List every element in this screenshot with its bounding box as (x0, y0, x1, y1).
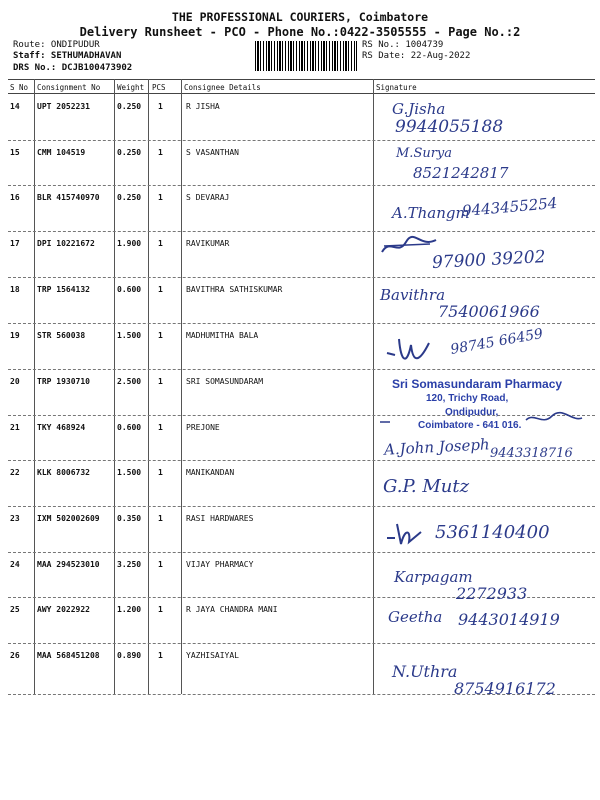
cell-consignment-no: TKY 468924 (37, 423, 86, 432)
signature-phone: 8754916172 (454, 679, 556, 698)
cell-weight: 0.600 (117, 285, 142, 294)
signature-name: M.Surya (396, 146, 453, 161)
cell-sno: 15 (10, 148, 20, 157)
signature-name: A.John Joseph (383, 435, 491, 459)
cell-weight: 1.900 (117, 239, 142, 248)
signature-phone: 7540061966 (438, 302, 540, 321)
cell-consignee: RASI HARDWARES (186, 514, 254, 523)
cell-consignee: PREJONE (186, 423, 220, 432)
staff-label: Staff: SETHUMADHAVAN (13, 51, 122, 61)
row-separator (8, 643, 595, 644)
signature-name: A.Thangm (392, 204, 470, 222)
cell-sno: 22 (10, 468, 20, 477)
signature-name: G.P. Mutz (383, 476, 470, 497)
cell-consignee: BAVITHRA SATHISKUMAR (186, 285, 283, 294)
signature-phone: 9443014919 (458, 610, 560, 629)
cell-consignment-no: KLK 8006732 (37, 468, 90, 477)
col-header-signature: Signature (376, 83, 417, 92)
table-top-border (8, 79, 595, 80)
cell-pcs: 1 (158, 468, 163, 477)
stamp-address: 120, Trichy Road, (426, 393, 509, 404)
cell-consignee: S VASANTHAN (186, 148, 239, 157)
cell-consignment-no: MAA 568451208 (37, 651, 100, 660)
cell-consignment-no: MAA 294523010 (37, 560, 100, 569)
cell-pcs: 1 (158, 651, 163, 660)
cell-consignee: RAVIKUMAR (186, 239, 230, 248)
cell-consignment-no: UPT 2052231 (37, 102, 90, 111)
column-divider (34, 79, 35, 694)
signature-phone: 8521242817 (413, 164, 509, 182)
cell-weight: 3.250 (117, 560, 142, 569)
cell-consignment-no: DPI 10221672 (37, 239, 95, 248)
row-separator (8, 140, 595, 141)
cell-pcs: 1 (158, 423, 163, 432)
cell-sno: 19 (10, 331, 20, 340)
runsheet-subtitle: Delivery Runsheet - PCO - Phone No.:0422-3505555 - Page No.:2 (79, 25, 521, 39)
cell-consignee: YAZHISAIYAL (186, 651, 239, 660)
signature-name: Bavithra (380, 286, 446, 304)
signature-name: N.Uthra (392, 662, 458, 681)
cell-weight: 0.250 (117, 102, 142, 111)
stamp-address: Coimbatore - 641 016. (418, 420, 522, 431)
cell-pcs: 1 (158, 285, 163, 294)
signature-phone: 98745 66459 (449, 326, 545, 358)
col-header-pcs: PCS (152, 83, 166, 92)
cell-sno: 24 (10, 560, 20, 569)
signature-name: G.Jisha (392, 100, 446, 118)
cell-sno: 17 (10, 239, 20, 248)
cell-consignee: S DEVARAJ (186, 193, 230, 202)
signature-phone: 9443455254 (461, 193, 559, 221)
cell-weight: 1.500 (117, 331, 142, 340)
row-separator (8, 185, 595, 186)
col-header-consignment: Consignment No (37, 83, 101, 92)
cell-sno: 21 (10, 423, 20, 432)
row-separator (8, 323, 595, 324)
column-divider (114, 79, 115, 694)
barcode (255, 41, 357, 71)
company-title: THE PROFESSIONAL COURIERS, Coimbatore (171, 10, 429, 24)
cell-sno: 20 (10, 377, 20, 386)
cell-consignment-no: BLR 415740970 (37, 193, 100, 202)
row-separator (8, 231, 595, 232)
cell-weight: 0.890 (117, 651, 142, 660)
route-label: Route: ONDIPUDUR (13, 40, 100, 50)
cell-consignment-no: TRP 1930710 (37, 377, 90, 386)
cell-pcs: 1 (158, 377, 163, 386)
cell-weight: 0.600 (117, 423, 142, 432)
cell-consignment-no: TRP 1564132 (37, 285, 90, 294)
column-divider (181, 79, 182, 694)
cell-pcs: 1 (158, 331, 163, 340)
col-header-weight: Weight (117, 83, 145, 92)
signature-scribble (376, 410, 586, 428)
cell-consignment-no: STR 560038 (37, 331, 86, 340)
cell-consignee: VIJAY PHARMACY (186, 560, 254, 569)
row-separator (8, 277, 595, 278)
column-divider (373, 79, 374, 694)
cell-consignee: R JISHA (186, 102, 220, 111)
cell-weight: 0.350 (117, 514, 142, 523)
rs-number: RS No.: 1004739 (362, 40, 444, 50)
cell-pcs: 1 (158, 605, 163, 614)
cell-weight: 1.500 (117, 468, 142, 477)
rs-date: RS Date: 22-Aug-2022 (362, 51, 471, 61)
cell-weight: 0.250 (117, 193, 142, 202)
cell-consignee: MANIKANDAN (186, 468, 235, 477)
cell-pcs: 1 (158, 514, 163, 523)
drs-label: DRS No.: DCJB100473902 (13, 63, 133, 73)
row-separator (8, 506, 595, 507)
signature-phone: 97900 39202 (431, 247, 547, 273)
cell-pcs: 1 (158, 560, 163, 569)
column-divider (148, 79, 149, 694)
signature-scribble (385, 333, 435, 368)
cell-sno: 18 (10, 285, 20, 294)
signature-phone: 5361140400 (435, 522, 550, 543)
col-header-sno: S No (10, 83, 29, 92)
cell-weight: 2.500 (117, 377, 142, 386)
cell-pcs: 1 (158, 193, 163, 202)
stamp-address: Ondipudur, (445, 407, 499, 418)
signature-name: Karpagam (394, 568, 473, 586)
cell-pcs: 1 (158, 239, 163, 248)
cell-sno: 23 (10, 514, 20, 523)
cell-pcs: 1 (158, 102, 163, 111)
cell-weight: 0.250 (117, 148, 142, 157)
row-separator (8, 369, 595, 370)
cell-consignee: R JAYA CHANDRA MANI (186, 605, 278, 614)
cell-sno: 26 (10, 651, 20, 660)
cell-sno: 14 (10, 102, 20, 111)
cell-consignee: MADHUMITHA BALA (186, 331, 259, 340)
signature-scribble (385, 520, 425, 548)
row-separator (8, 552, 595, 553)
cell-consignment-no: IXM 502002609 (37, 514, 100, 523)
col-header-consignee: Consignee Details (184, 83, 261, 92)
signature-phone: 9443318716 (490, 446, 573, 461)
signature-phone: 2272933 (456, 584, 528, 603)
header-bottom-border (8, 93, 595, 94)
cell-weight: 1.200 (117, 605, 142, 614)
cell-consignment-no: CMM 104519 (37, 148, 86, 157)
cell-consignment-no: AWY 2022922 (37, 605, 90, 614)
cell-pcs: 1 (158, 148, 163, 157)
signature-name: Geetha (388, 608, 443, 626)
cell-sno: 16 (10, 193, 20, 202)
signature-phone: 9944055188 (395, 117, 504, 137)
cell-consignee: SRI SOMASUNDARAM (186, 377, 264, 386)
cell-sno: 25 (10, 605, 20, 614)
stamp-name: Sri Somasundaram Pharmacy (392, 377, 563, 391)
